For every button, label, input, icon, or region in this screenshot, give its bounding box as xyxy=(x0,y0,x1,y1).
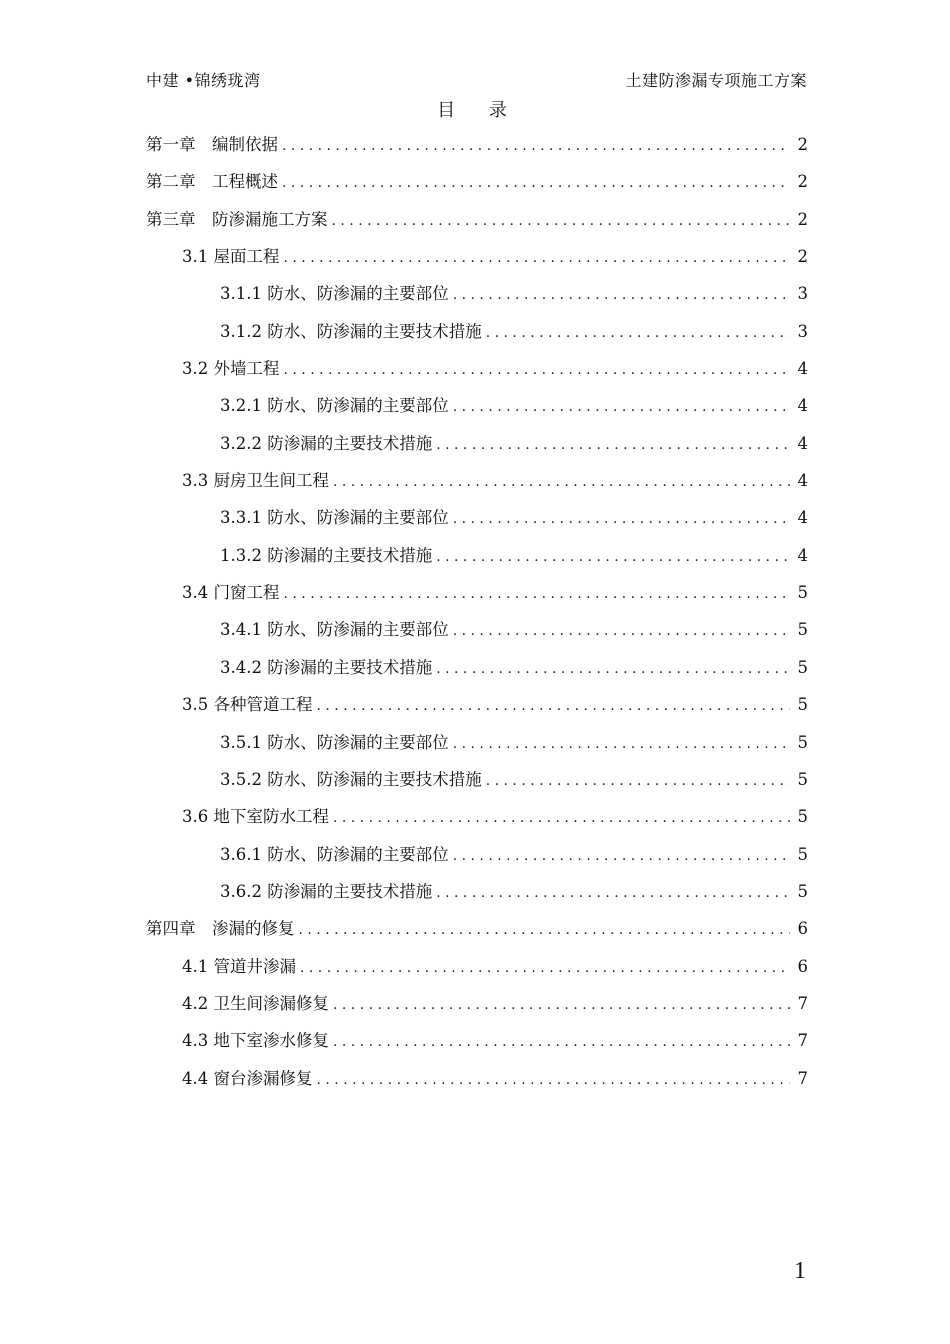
toc-entry[interactable] xyxy=(146,280,808,317)
toc-dot-leader xyxy=(333,1034,790,1050)
toc-entry[interactable] xyxy=(146,318,808,355)
toc-dot-leader xyxy=(486,325,790,341)
toc-dot-leader xyxy=(453,623,790,639)
header-project-name: 中建 •锦绣珑湾 xyxy=(146,71,261,90)
toc-dot-leader xyxy=(436,437,790,453)
toc-entry-page: 6 xyxy=(797,956,808,976)
toc-entry-page: 5 xyxy=(797,769,808,789)
toc-entry-label: 第三章 防渗漏施工方案 xyxy=(146,209,328,229)
toc-entry[interactable] xyxy=(146,430,808,467)
table-of-contents xyxy=(146,131,808,1102)
toc-entry[interactable] xyxy=(146,579,808,616)
toc-entry-page: 4 xyxy=(797,396,808,416)
toc-entry-label: 3.1 屋面工程 xyxy=(182,247,280,267)
toc-entry-page: 5 xyxy=(797,844,808,864)
toc-entry-label: 3.3 厨房卫生间工程 xyxy=(182,471,329,491)
toc-entry-page: 5 xyxy=(797,695,808,715)
toc-entry-label: 3.3.1 防水、防渗漏的主要部位 xyxy=(220,508,449,528)
toc-dot-leader xyxy=(453,287,790,303)
toc-entry[interactable] xyxy=(146,542,808,579)
toc-entry-label: 3.2 外墙工程 xyxy=(182,359,280,379)
toc-entry-page: 2 xyxy=(797,172,808,192)
toc-entry[interactable] xyxy=(146,766,808,803)
toc-dot-leader xyxy=(436,885,790,901)
toc-entry-label: 4.2 卫生间渗漏修复 xyxy=(182,993,329,1013)
toc-entry-label: 4.3 地下室渗水修复 xyxy=(182,1031,329,1051)
toc-title: 目 录 xyxy=(437,100,521,121)
toc-entry[interactable] xyxy=(146,392,808,429)
toc-entry[interactable] xyxy=(146,803,808,840)
toc-entry-page: 5 xyxy=(797,881,808,901)
toc-entry-page: 7 xyxy=(797,1068,808,1088)
toc-entry[interactable] xyxy=(146,467,808,504)
toc-entry-label: 3.4.1 防水、防渗漏的主要部位 xyxy=(220,620,449,640)
toc-dot-leader xyxy=(300,960,790,976)
toc-entry-label: 3.6 地下室防水工程 xyxy=(182,807,329,827)
toc-dot-leader xyxy=(282,138,790,154)
toc-entry[interactable] xyxy=(146,841,808,878)
toc-dot-leader xyxy=(486,773,790,789)
toc-entry[interactable] xyxy=(146,1027,808,1064)
toc-entry-page: 4 xyxy=(797,359,808,379)
toc-dot-leader xyxy=(333,474,790,490)
toc-dot-leader xyxy=(317,1072,791,1088)
toc-dot-leader xyxy=(284,586,791,602)
toc-entry[interactable] xyxy=(146,990,808,1027)
toc-entry[interactable] xyxy=(146,953,808,990)
toc-entry-label: 3.6.2 防渗漏的主要技术措施 xyxy=(220,881,433,901)
toc-entry[interactable] xyxy=(146,206,808,243)
toc-entry-label: 3.4 门窗工程 xyxy=(182,583,280,603)
toc-entry-label: 3.1.2 防水、防渗漏的主要技术措施 xyxy=(220,321,482,341)
toc-dot-leader xyxy=(284,362,791,378)
toc-entry-label: 3.5 各种管道工程 xyxy=(182,695,313,715)
toc-entry[interactable] xyxy=(146,878,808,915)
toc-entry[interactable] xyxy=(146,168,808,205)
toc-entry-label: 第一章 编制依据 xyxy=(146,135,278,154)
toc-entry-page: 5 xyxy=(797,657,808,677)
toc-entry-label: 第四章 渗漏的修复 xyxy=(146,919,295,939)
toc-dot-leader xyxy=(453,736,790,752)
toc-entry[interactable] xyxy=(146,691,808,728)
toc-dot-leader xyxy=(436,661,790,677)
toc-dot-leader xyxy=(333,810,790,826)
toc-entry-label: 第二章 工程概述 xyxy=(146,172,278,192)
toc-entry-page: 4 xyxy=(797,545,808,565)
toc-entry-page: 3 xyxy=(797,321,808,341)
toc-entry-label: 4.1 管道井渗漏 xyxy=(182,956,296,976)
toc-entry-page: 5 xyxy=(797,583,808,603)
toc-dot-leader xyxy=(282,175,790,191)
toc-entry-label: 3.5.2 防水、防渗漏的主要技术措施 xyxy=(220,769,482,789)
toc-entry-page: 5 xyxy=(797,620,808,640)
toc-dot-leader xyxy=(453,848,790,864)
toc-entry[interactable] xyxy=(146,243,808,280)
toc-entry-page: 5 xyxy=(797,807,808,827)
toc-entry-page: 2 xyxy=(797,247,808,267)
toc-dot-leader xyxy=(332,213,791,229)
toc-entry-label: 3.1.1 防水、防渗漏的主要部位 xyxy=(220,284,449,304)
header-document-title: 土建防渗漏专项施工方案 xyxy=(625,71,807,90)
toc-entry-page: 4 xyxy=(797,508,808,528)
toc-entry-label: 3.2.1 防水、防渗漏的主要部位 xyxy=(220,396,449,416)
toc-dot-leader xyxy=(453,511,790,527)
toc-entry[interactable] xyxy=(146,1065,808,1102)
toc-entry-page: 4 xyxy=(797,433,808,453)
toc-entry[interactable] xyxy=(146,355,808,392)
toc-entry-page: 5 xyxy=(797,732,808,752)
toc-entry[interactable] xyxy=(146,729,808,766)
page-number: 1 xyxy=(794,1258,806,1284)
toc-entry-label: 3.2.2 防渗漏的主要技术措施 xyxy=(220,433,433,453)
toc-dot-leader xyxy=(299,922,791,938)
toc-entry-page: 7 xyxy=(797,993,808,1013)
toc-dot-leader xyxy=(436,549,790,565)
toc-entry-label: 3.5.1 防水、防渗漏的主要部位 xyxy=(220,732,449,752)
toc-entry[interactable] xyxy=(146,504,808,541)
toc-entry-page: 3 xyxy=(797,284,808,304)
toc-dot-leader xyxy=(333,997,790,1013)
toc-entry[interactable] xyxy=(146,131,808,168)
toc-entry-page: 4 xyxy=(797,471,808,491)
toc-dot-leader xyxy=(453,399,790,415)
toc-entry[interactable] xyxy=(146,915,808,952)
toc-dot-leader xyxy=(284,250,791,266)
toc-entry-page: 2 xyxy=(797,209,808,229)
toc-entry-label: 3.4.2 防渗漏的主要技术措施 xyxy=(220,657,433,677)
toc-entry-label: 3.6.1 防水、防渗漏的主要部位 xyxy=(220,844,449,864)
toc-entry-page: 7 xyxy=(797,1031,808,1051)
toc-entry-label: 1.3.2 防渗漏的主要技术措施 xyxy=(220,545,433,565)
toc-entry-label: 4.4 窗台渗漏修复 xyxy=(182,1068,313,1088)
toc-entry[interactable] xyxy=(146,616,808,653)
toc-dot-leader xyxy=(317,698,791,714)
toc-entry[interactable] xyxy=(146,654,808,691)
toc-entry-page: 2 xyxy=(797,135,808,154)
toc-entry-page: 6 xyxy=(797,919,808,939)
